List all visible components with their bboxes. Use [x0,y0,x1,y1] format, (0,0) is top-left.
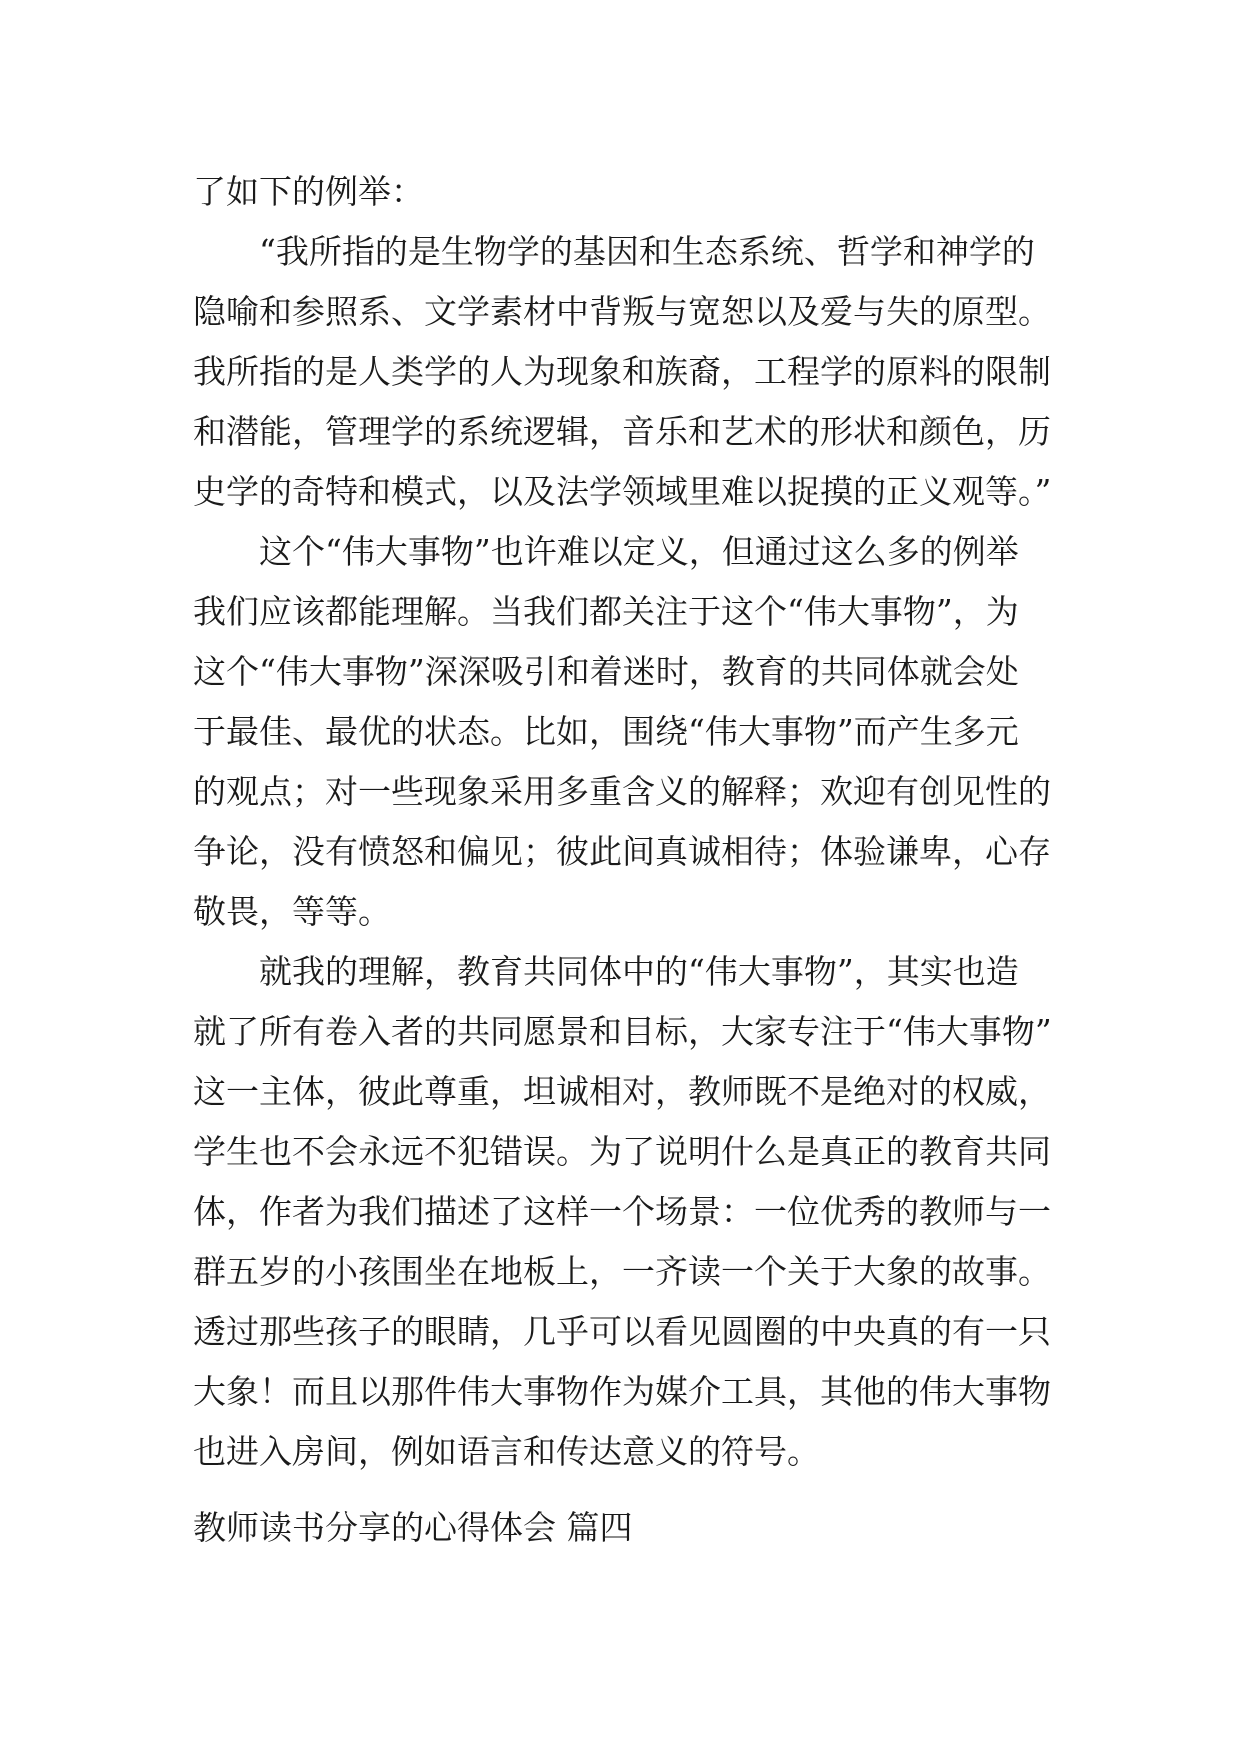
text-line: 这个“伟大事物”深深吸引和着迷时，教育的共同体就会处 [193,652,1019,691]
text-line: 这个“伟大事物”也许难以定义，但通过这么多的例举 [259,532,1019,571]
text-line: 学生也不会永远不犯错误。为了说明什么是真正的教育共同 [193,1132,1051,1171]
text-line: 也进入房间，例如语言和传达意义的符号。 [193,1432,820,1471]
text-line: 史学的奇特和模式，以及法学领域里难以捉摸的正义观等。” [193,472,1052,511]
text-line: 这一主体，彼此尊重，坦诚相对，教师既不是绝对的权威， [193,1072,1051,1111]
text-line: 和潜能，管理学的系统逻辑，音乐和艺术的形状和颜色，历 [193,412,1051,451]
section-heading: 教师读书分享的心得体会 篇四 [193,1508,633,1547]
text-line: 的观点；对一些现象采用多重含义的解释；欢迎有创见性的 [193,772,1051,811]
text-line: 隐喻和参照系、文学素材中背叛与宽恕以及爱与失的原型。 [193,292,1051,331]
text-line: “我所指的是生物学的基因和生态系统、哲学和神学的 [259,232,1035,271]
text-line: 透过那些孩子的眼睛，几乎可以看见圆圈的中央真的有一只 [193,1312,1051,1351]
text-line: 我所指的是人类学的人为现象和族裔，工程学的原料的限制 [193,352,1051,391]
text-line: 就我的理解，教育共同体中的“伟大事物”，其实也造 [259,952,1019,991]
text-line: 争论，没有愤怒和偏见；彼此间真诚相待；体验谦卑，心存 [193,832,1051,871]
text-line: 于最佳、最优的状态。比如，围绕“伟大事物”而产生多元 [193,712,1019,751]
text-line: 体，作者为我们描述了这样一个场景：一位优秀的教师与一 [193,1192,1051,1231]
text-line: 敬畏，等等。 [193,892,391,931]
text-line: 我们应该都能理解。当我们都关注于这个“伟大事物”，为 [193,592,1019,631]
text-line: 大象！而且以那件伟大事物作为媒介工具，其他的伟大事物 [193,1372,1051,1411]
text-line: 就了所有卷入者的共同愿景和目标，大家专注于“伟大事物” [193,1012,1052,1051]
body-text [193,162,1053,1482]
text-line: 了如下的例举： [193,172,424,211]
text-line: 群五岁的小孩围坐在地板上，一齐读一个关于大象的故事。 [193,1252,1051,1291]
